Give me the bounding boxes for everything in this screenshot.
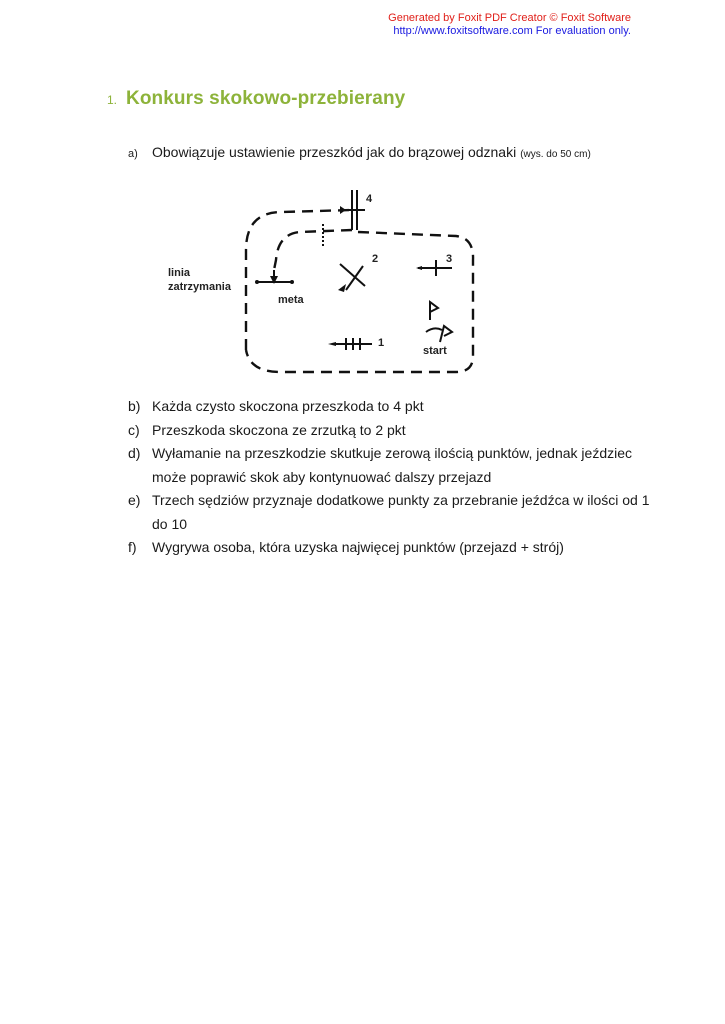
list-item-text: Obowiązuje ustawienie przeszkód jak do brązowej odznaki — [152, 144, 517, 160]
list-item-note: (wys. do 50 cm) — [520, 149, 591, 160]
list-item-letter: c) — [128, 421, 140, 438]
heading-title: Konkurs skokowo-przebierany — [126, 88, 406, 109]
list-item-letter: b) — [128, 398, 141, 414]
label-zatrzymania: zatrzymania — [168, 281, 231, 293]
list-item — [128, 489, 668, 536]
list-item — [128, 536, 668, 560]
list-item — [128, 419, 668, 443]
section-heading — [107, 88, 405, 110]
label-fence-3: 3 — [446, 253, 453, 265]
rules-list — [128, 395, 668, 560]
label-fence-1: 1 — [378, 337, 385, 349]
foxit-watermark — [388, 12, 631, 38]
list-item-text: Każda czysto skoczona przeszkoda to 4 pkt — [152, 398, 424, 414]
list-item-text: Trzech sędziów przyznaje dodatkowe punkty za przebranie jeźdźca w ilości od 1 do 10 — [152, 492, 650, 532]
list-item-text: Wyłamanie na przeszkodzie skutkuje zerową ilością punktów, jednak jeździec może poprawić skok aby kontynuować dalszy przejazd — [152, 445, 632, 485]
course-diagram — [160, 180, 490, 380]
list-item — [128, 395, 668, 419]
list-item-a — [128, 144, 591, 160]
label-fence-4: 4 — [366, 193, 373, 205]
watermark-line-1: Generated by Foxit PDF Creator © Foxit Software — [388, 12, 631, 24]
label-fence-2: 2 — [372, 253, 379, 265]
list-item — [128, 442, 668, 489]
list-item-letter: f) — [128, 539, 137, 555]
label-meta: meta — [278, 294, 304, 306]
list-item-letter: d) — [128, 445, 141, 461]
list-item-text: Przeszkoda skoczona ze zrzutką to 2 pkt — [152, 421, 406, 438]
list-item-letter: e) — [128, 492, 141, 508]
list-item-letter: a) — [128, 148, 138, 160]
label-start: start — [423, 345, 447, 357]
heading-number: 1. — [107, 93, 118, 107]
label-linia: linia — [168, 267, 191, 279]
list-item-text: Wygrywa osoba, która uzyska najwięcej punktów (przejazd + strój) — [152, 539, 564, 555]
watermark-line-2: http://www.foxitsoftware.com For evaluation only. — [393, 25, 631, 37]
